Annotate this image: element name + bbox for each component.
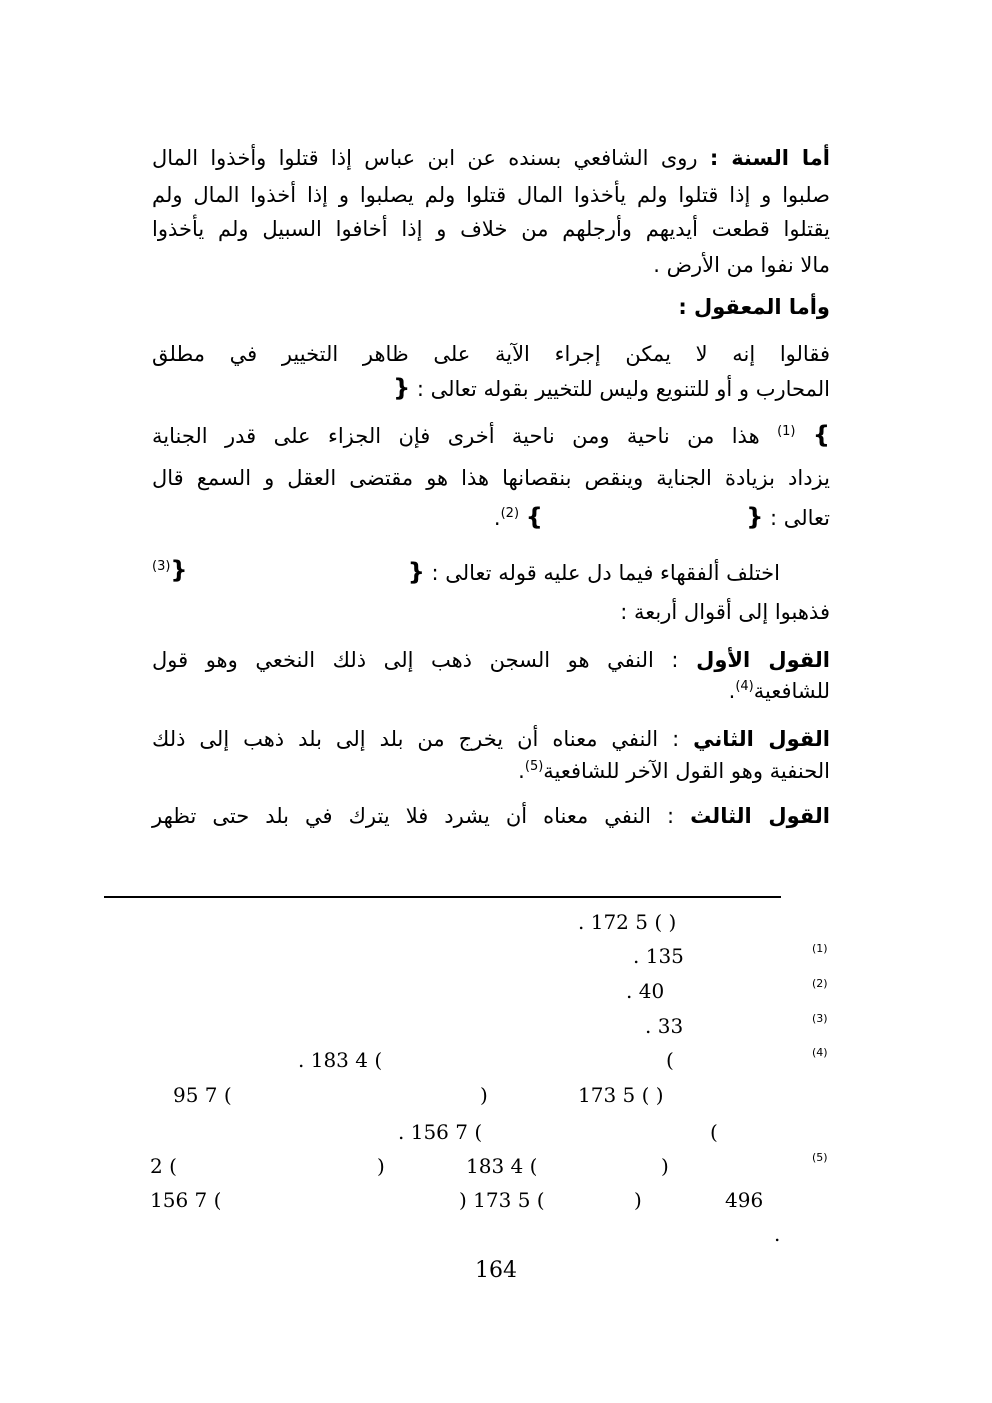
quran-brace-open: {	[393, 374, 411, 402]
paragraph-text: روى الشافعي بسنده عن ابن عباس إذا قتلوا وأخذوا المال	[152, 146, 698, 170]
paragraph-line	[152, 676, 830, 706]
paragraph-text: للشافعية	[753, 679, 830, 703]
footnote-line: ) 173 5 (	[459, 1188, 545, 1212]
paragraph-line	[152, 420, 830, 451]
footnote-line: (	[666, 1048, 674, 1072]
footnote-line: . 135	[633, 944, 684, 968]
paragraph-line: صلبوا و إذا قتلوا ولم يأخذوا المال قتلوا ولم يصلبوا و إذا أخذوا المال ولم	[152, 183, 830, 207]
footnote-line: . 172 5 ( )	[578, 910, 677, 934]
footnote-ref: (4)	[735, 679, 754, 694]
verse-ref-group	[152, 555, 188, 586]
quran-brace-open: {	[407, 558, 425, 586]
period: .	[493, 506, 501, 530]
footnote-ref: (3)	[152, 559, 171, 574]
paragraph-line: يزداد بزيادة الجناية وينقص بنقصانها هذا هو مقتضى العقل و السمع قال	[152, 466, 830, 490]
footnote-ref: (5)	[524, 759, 544, 774]
paragraph-line: فذهبوا إلى أقوال أربعة :	[620, 600, 830, 624]
footnote-line: 95 7 (	[173, 1083, 232, 1107]
paragraph-line	[152, 557, 830, 588]
paragraph-text: : النفي معناه أن يخرج من بلد إلى بلد ذهب إلى ذلك	[152, 727, 680, 751]
footnote-separator	[104, 896, 781, 898]
footnote-line: . 40	[626, 979, 665, 1003]
footnote-line: )	[377, 1154, 385, 1178]
paragraph-text: هذا من ناحية ومن ناحية أخرى فإن الجزاء على قدر الجناية	[152, 424, 760, 448]
quran-brace-close: }	[812, 421, 830, 449]
footnote-line: )	[634, 1188, 642, 1212]
saying-label: القول الثالث	[690, 804, 830, 828]
period: .	[518, 759, 525, 783]
page-number: 164	[475, 1258, 517, 1283]
paragraph-line	[152, 801, 830, 831]
quran-brace-close: }	[525, 503, 543, 531]
paragraph-line	[152, 645, 830, 675]
footnote-line: )	[480, 1083, 488, 1107]
footnote-ref: (1)	[777, 424, 796, 439]
paragraph-line	[152, 724, 830, 754]
paragraph-text: الحنفية وهو القول الآخر للشافعية	[543, 759, 830, 783]
paragraph-line	[152, 373, 830, 404]
saying-label: القول الثاني	[693, 727, 830, 751]
paragraph-line	[152, 143, 830, 173]
paragraph-line	[152, 502, 830, 533]
footnote-line: . 156 7 (	[398, 1120, 483, 1144]
footnote-ref: (2)	[500, 506, 520, 521]
paragraph-text: : النفي هو السجن ذهب إلى ذلك النخعي وهو قول	[152, 648, 679, 672]
period: .	[728, 679, 736, 703]
saying-label: القول الأول	[696, 648, 830, 672]
paragraph-line: يقتلوا قطعت أيديهم وأرجلهم من خلاف و إذا أخافوا السبيل ولم يأخذوا	[152, 217, 830, 241]
footnote-line: 2 (	[150, 1154, 177, 1178]
footnote-line: 496	[725, 1188, 764, 1212]
quran-brace-open: {	[746, 503, 764, 531]
footnote-line: .	[774, 1222, 781, 1246]
footnote-number: (4)	[812, 1046, 828, 1059]
paragraph-text: تعالى :	[769, 506, 830, 530]
paragraph-line: فقالوا إنه لا يمكن إجراء الآية على ظاهر التخيير في مطلق	[152, 342, 830, 366]
footnote-number: (1)	[812, 942, 828, 955]
footnote-number: (5)	[812, 1151, 828, 1164]
paragraph-text: اختلف ألفقهاء فيما دل عليه قوله تعالى :	[431, 561, 780, 585]
section-lead-sunnah: أما السنة :	[709, 146, 830, 170]
footnote-line: )	[661, 1154, 669, 1178]
footnote-line: 156 7 (	[150, 1188, 222, 1212]
footnote-line: 183 4 (	[466, 1154, 538, 1178]
quran-brace-close: }	[170, 556, 188, 584]
paragraph-line	[152, 756, 830, 786]
footnote-number: (3)	[812, 1012, 828, 1025]
footnote-line: 173 5 ( )	[578, 1083, 664, 1107]
paragraph-line: مالا نفوا من الأرض .	[653, 253, 830, 277]
footnote-line: (	[710, 1120, 718, 1144]
footnote-line: . 183 4 (	[298, 1048, 383, 1072]
footnote-number: (2)	[812, 977, 828, 990]
paragraph-text: المحارب و أو للتنويع وليس للتخيير بقوله تعالى :	[416, 377, 830, 401]
paragraph-text: : النفي معناه أن يشرد فلا يترك في بلد حتى تظهر	[152, 804, 675, 828]
section-heading-maqool: وأما المعقول :	[678, 295, 830, 319]
footnote-line: . 33	[645, 1014, 684, 1038]
